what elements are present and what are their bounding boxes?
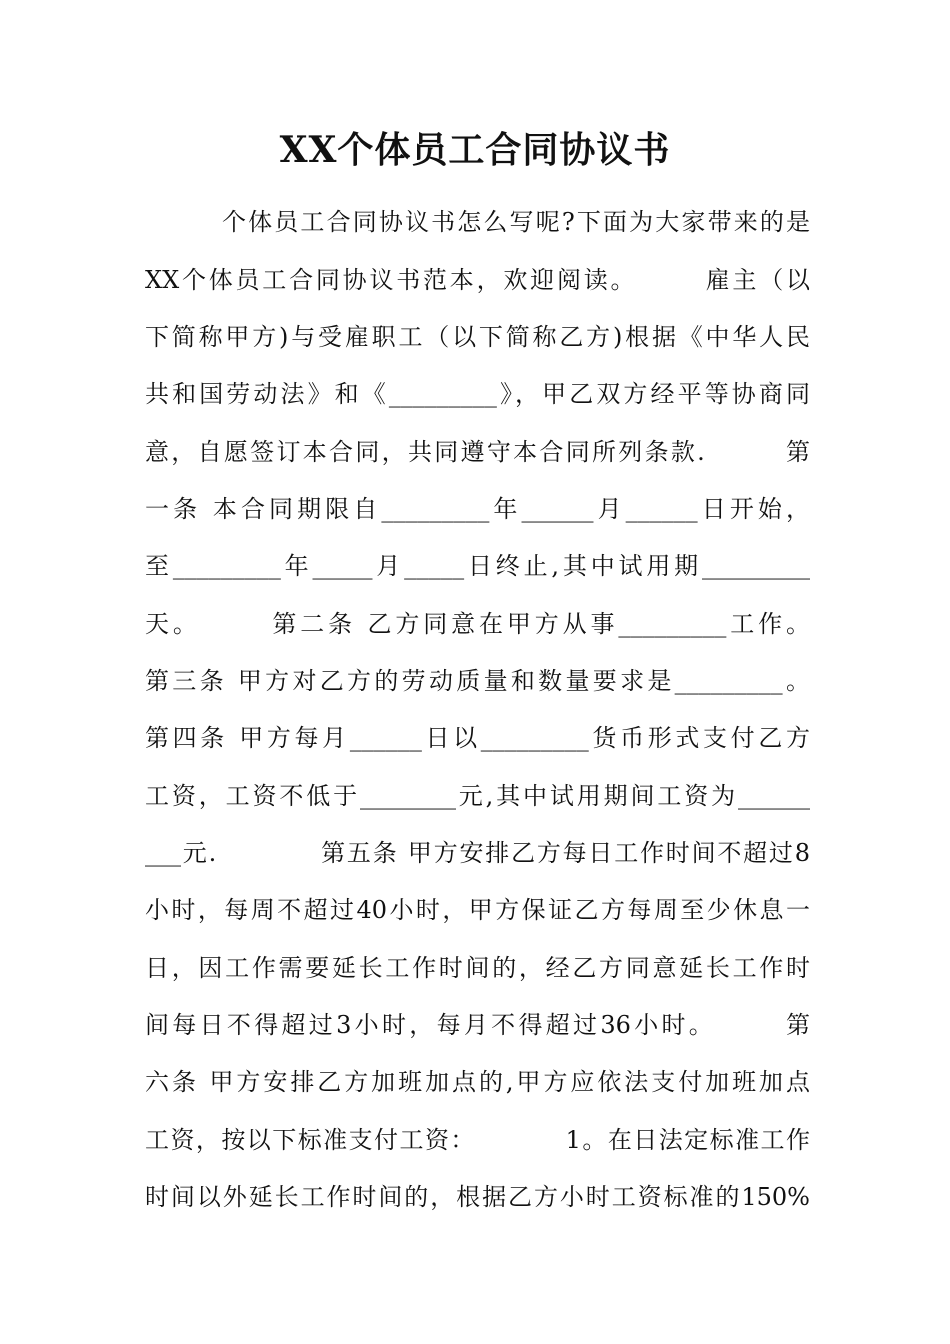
body-line-1: 个体员工合同协议书怎么写呢?下面为大家带来的是 <box>222 208 810 236</box>
body-line-13: 小时，每周不超过40小时，甲方保证乙方每周至少休息一 <box>145 896 810 924</box>
body-line-11: 工资，工资不低于________元,其中试用期间工资为______ <box>145 782 810 810</box>
body-line-18: 时间以外延长工作时间的，根据乙方小时工资标准的150% <box>145 1183 810 1211</box>
body-line-8: 天。 第二条 乙方同意在甲方从事_________工作。 <box>145 610 810 638</box>
body-line-5: 意，自愿签订本合同，共同遵守本合同所列条款. 第 <box>145 438 810 466</box>
body-line-6: 一条 本合同期限自_________年______月______日开始， <box>145 495 810 523</box>
body-line-15: 间每日不得超过3小时，每月不得超过36小时。 第 <box>145 1011 810 1039</box>
document-title: XX个体员工合同协议书 <box>279 129 671 171</box>
body-line-10: 第四条 甲方每月______日以_________货币形式支付乙方 <box>145 724 810 752</box>
body-line-7: 至_________年_____月_____日终止,其中试用期_________ <box>145 552 810 580</box>
body-line-12: ___元. 第五条 甲方安排乙方每日工作时间不超过8 <box>145 839 810 867</box>
body-line-4: 共和国劳动法》和《_________》，甲乙双方经平等协商同 <box>145 380 810 408</box>
body-line-2: XX个体员工合同协议书范本，欢迎阅读。 雇主（以 <box>145 266 810 294</box>
body-line-9: 第三条 甲方对乙方的劳动质量和数量要求是_________。 <box>145 667 810 695</box>
body-line-14: 日，因工作需要延长工作时间的，经乙方同意延长工作时 <box>145 954 810 982</box>
body-line-3: 下简称甲方)与受雇职工（以下简称乙方)根据《中华人民 <box>145 323 810 351</box>
body-line-16: 六条 甲方安排乙方加班加点的,甲方应依法支付加班加点 <box>145 1068 810 1096</box>
body-line-17: 工资，按以下标准支付工资： 1。在日法定标准工作 <box>145 1126 810 1154</box>
